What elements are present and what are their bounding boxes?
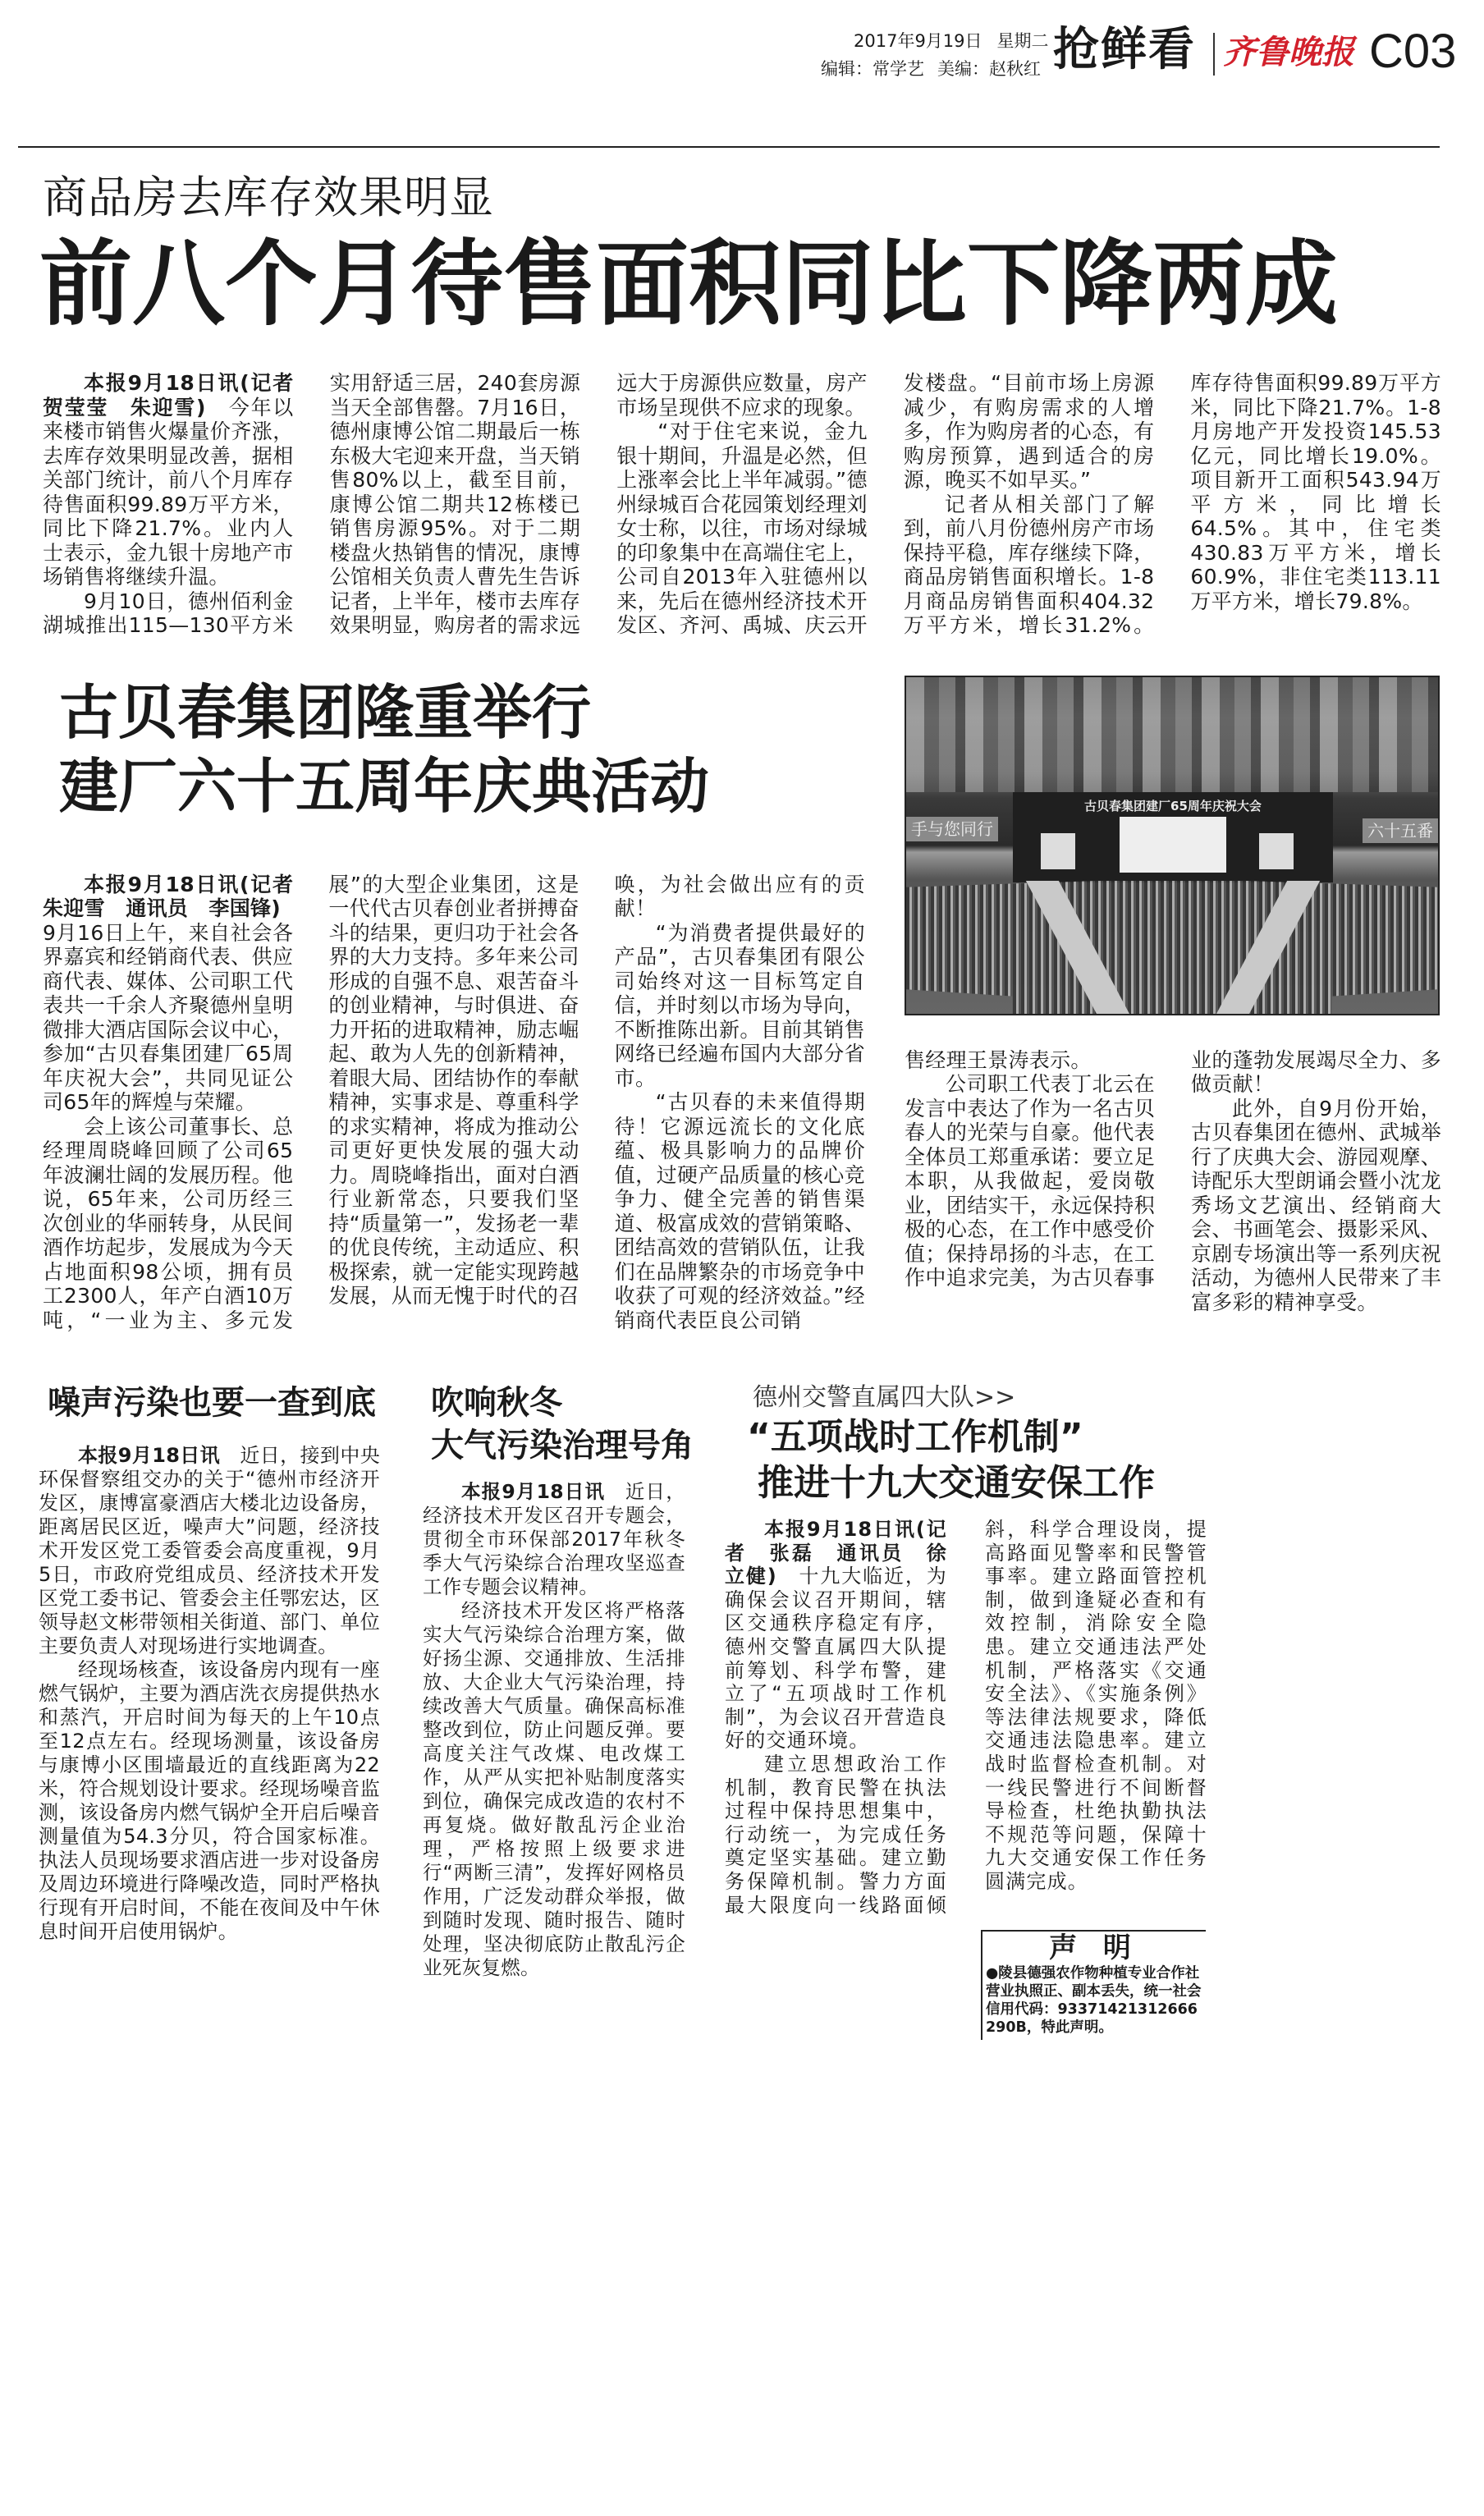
article4-headline-line1: 吹响秋冬 xyxy=(431,1384,562,1422)
photo-stage xyxy=(1013,792,1333,882)
article1-body xyxy=(43,371,1441,638)
paragraph: 本报9月18日讯 近日，接到中央环保督察组交办的关于“德州市经济开发区，康博富豪酒店大楼北边设备房，距离居民区近，噪声大”问题，经济技术开发区党工委管委会高度重视，9月5日，市政府党组成员、经济技术开发区党工委书记、管委会主任鄂宏达，区领导赵文彬带领相关街道、部门、单位主要负责人对现场进行实地调查。 xyxy=(39,1444,380,1657)
paragraph: 本报9月18日讯 近日，经济技术开发区召开专题会，贯彻全市环保部2017年秋冬季大气污染综合治理攻坚巡查工作专题会议精神。 xyxy=(423,1480,685,1598)
article4-headline-line2: 大气污染治理号角 xyxy=(431,1427,694,1464)
notice-box xyxy=(981,1930,1206,2040)
paragraph: 本报9月18日讯(记者 贺莹莹 朱迎雪) 今年以来楼市销售火爆量价齐涨，去库存效果明显改善，据相关部门统计，前八个月库存待售面积99.89万平方米，同比下降21.7%。业内人士表示，金九银十房地产市场销售将继续升温。 xyxy=(43,371,314,589)
issue-date: 2017年9月19日 xyxy=(854,31,982,51)
article2 xyxy=(43,676,1441,1333)
article2-headline-line1: 古贝春集团隆重举行 xyxy=(59,677,592,747)
paragraph: “古贝春的未来值得期待！它源远流长的文化底蕴、极具影响力的品牌价值，过硬产品质量的核心竞争力、健全完善的销售渠道、极富成效的营销策略、团结高效的营销队伍，让我们在品牌繁杂的市场竞争中收获了可观的经济效益。”经销商代表臣良公司销 xyxy=(614,1090,865,1332)
photo-main-screen xyxy=(1120,817,1226,873)
paragraph: 本报9月18日讯(记者 朱迎雪 通讯员 李国锋) 9月16日上午，来自社会各界嘉宾和经销商代表、供应商代表、媒体、公司职工代表共一千余人齐聚德州皇明微排大酒店国际会议中心，参加“古贝春集团建厂65周年庆祝大会”，共同见证公司65年的辉煌与荣耀。 xyxy=(43,872,314,1114)
photo-ceiling-flags xyxy=(906,677,1438,792)
dateline: 本报9月18日讯(记者 朱迎雪 通讯员 李国锋) xyxy=(43,872,314,920)
article5-headline-line2: 推进十九大交通安保工作 xyxy=(758,1462,1155,1504)
issue-weekday: 星期二 xyxy=(996,31,1049,51)
article2-body-left xyxy=(43,873,865,1333)
dateline: 本报9月18日讯(记者 张磊 通讯员 徐立健) xyxy=(725,1518,947,1588)
article3 xyxy=(39,1382,380,1944)
photo-left-banner: 手与您同行 xyxy=(906,817,998,841)
paragraph: 记者从相关部门了解到，前八月份德州房产市场保持平稳，库存继续下降，商品房销售面积增长。1-8月商品房销售面积404.32万平方米，增长31.2%。库存待售面积99.89万平方米，同比下降21.7%。1-8月房地产开发投资145.53亿元，同比增长19.0%。项目新开工面积543.94万平方米，同比增长64.5%。其中，住宅类430.83万平方米，增长60.9%，非住宅类113.11万平方米，增长79.8%。 xyxy=(903,371,1441,637)
article5-kicker: 德州交警直属四大队>> xyxy=(753,1383,1016,1412)
paragraph: 本报9月18日讯(记者 张磊 通讯员 徐立健) 十九大临近，为确保会议召开期间，辖区交通秩序稳定有序，德州交警直属四大队提前筹划、科学布警，建立了“五项战时工作机制”，为会议召开营造良好的交通环境。 xyxy=(725,1518,947,1753)
editor: 编辑：常学艺 xyxy=(821,59,924,79)
article2-right xyxy=(905,676,1441,1315)
dateline: 本报9月18日讯(记者 贺莹莹 朱迎雪) xyxy=(43,371,314,419)
paragraph: 售经理王景涛表示。 xyxy=(905,1047,1092,1072)
article5-body xyxy=(725,1518,1207,1917)
photo-side-screen xyxy=(1041,833,1075,869)
dateline: 本报9月18日讯 xyxy=(78,1444,221,1467)
paragraph: 经济技术开发区将严格落实大气污染综合治理方案，做好扬尘源、交通排放、生活排放、大企业大气污染治理，持续改善大气质量。确保高标准整改到位，防止问题反弹。要高度关注气改煤、电改煤工作，从严从实把补贴制度落实到位，确保完成改造的农村不再复烧。做好散乱污企业治理，严格按照上级要求进行“两断三清”，发挥好网格员作用，广泛发动群众举报，做到随时发现、随时报告、随时处理，坚决彻底防止散乱污企业死灰复燃。 xyxy=(423,1599,685,1979)
celebration-photo xyxy=(905,676,1440,1015)
article4-body xyxy=(423,1480,685,1980)
article3-body xyxy=(39,1444,380,1944)
article2-headline-line2: 建厂六十五周年庆典活动 xyxy=(59,751,710,821)
paragraph: 经现场核查，该设备房内现有一座燃气锅炉，主要为酒店洗衣房提供热水和蒸汽，开启时间为每天的上午10点至12点左右。经现场测量，该设备房与康博小区围墙最近的直线距离为22米，符合规划设计要求。经现场噪音监测，该设备房内燃气锅炉全开启后噪音测量值为54.3分贝，符合国家标准。执法人员现场要求酒店进一步对设备房及周边环境进行降噪改造，同时严格执行现有开启时间，不能在夜间及中午休息时间开启使用锅炉。 xyxy=(39,1658,380,1943)
page-number: C03 xyxy=(1369,25,1457,78)
article1-kicker: 商品房去库存效果明显 xyxy=(43,172,494,223)
article2-left xyxy=(43,676,865,1333)
paragraph: 此外，自9月份开始，古贝春集团在德州、武城举行了庆典大会、游园观摩、诗配乐大型朗诵会暨小沈龙秀场文艺演出、经销商大会、书画笔会、摄影采风、京剧专场演出等一系列庆祝活动，为德州人民带来了丰富多彩的精神享受。 xyxy=(1191,1096,1441,1314)
notice-text: ●陵县德强农作物种植专业合作社营业执照正、副本丢失，统一社会信用代码：93371421312666290B，特此声明。 xyxy=(986,1965,1202,2037)
article5 xyxy=(725,1382,1207,2040)
bottom-articles xyxy=(39,1382,1441,2040)
article1-headline: 前八个月待售面积同比下降两成 xyxy=(39,230,1338,338)
dateline: 本报9月18日讯 xyxy=(461,1480,606,1503)
section-title: 抢鲜看 xyxy=(1053,23,1196,76)
photo-right-banner: 六十五番 xyxy=(1363,818,1438,843)
photo-audience xyxy=(906,881,1438,1015)
paragraph: 公司职工代表丁北云在发言中表达了作为一名古贝春人的光荣与自豪。他代表全体员工郑重承诺：要立足本职，从我做起，爱岗敬业，团结实干，永远保持积极的心态，在工作中感受价值；保持昂扬的斗志，在工作中追求完美，为古贝春事业的蓬勃发展竭尽全力、多做贡献！ xyxy=(905,1047,1441,1290)
designer: 美编：赵秋红 xyxy=(937,59,1041,79)
article2-body-right xyxy=(905,1048,1441,1315)
photo-stage-banner: 古贝春集团建厂65周年庆祝大会 xyxy=(1084,798,1262,813)
paragraph: 建立思想政治工作机制，教育民警在执法过程中保持思想集中，行动统一，为完成任务奠定坚实基础。建立勤务保障机制。警力方面最大限度向一线路面倾斜，科学合理设岗，提高路面见警率和民警管事率。建立路面管控机制，做到逢疑必查和有效控制，消除安全隐患。建立交通违法严处机制，严格落实《交通安全法》、《实施条例》等法律法规要求，降低交通违法隐患率。建立战时监督检查机制。对一线民警进行不间断督导检查，杜绝执勤执法不规范等问题，保障十九大交通安保工作任务圆满完成。 xyxy=(725,1518,1207,1917)
article3-headline: 噪声污染也要一查到底 xyxy=(48,1384,376,1422)
notice-title: 声 明 xyxy=(1049,1932,1139,1965)
photo-side-screen xyxy=(1259,833,1294,869)
paragraph: “对于住宅来说，金九银十期间，升温是必然，但上涨率会比上半年减弱。”德州绿城百合花园策划经理刘女士称，以往，市场对绿城的印象集中在高端住宅上，公司自2013年入驻德州以来，先后在德州经济技术开发区、齐河、禹城、庆云开发楼盘。“目前市场上房源减少，有购房需求的人增多，作为购房者的心态，有购房预算，遇到适合的房源，晚买不如早买。” xyxy=(616,371,1155,637)
paragraph: 会上该公司董事长、总经理周晓峰回顾了公司65年波澜壮阔的发展历程。他说，65年来，公司历经三次创业的华丽转身，从民间酒作坊起步，发展成为今天占地面积98公顷，拥有员工2300人，年产白酒10万吨，“一业为主、多元发展”的大型企业集团，这是一代代古贝春创业者拼搏奋斗的结果，更归功于社会各界的大力支持。多年来公司形成的自强不息、艰苦奋斗的创业精神，与时俱进、奋力开拓的进取精神，励志崛起、敢为人先的创新精神，着眼大局、团结协作的奉献精神，实事求是、尊重科学的求实精神，将成为推动公司更好更快发展的强大动力。周晓峰指出，面对白酒行业新常态，只要我们坚持“质量第一”，发扬老一辈的优良传统，主动适应、积极探索，就一定能实现跨越发展，从而无愧于时代的召唤，为社会做出应有的贡献！ xyxy=(43,872,865,1332)
article5-headline-line1: “五项战时工作机制” xyxy=(747,1416,1083,1458)
article4 xyxy=(423,1382,694,1980)
newspaper-logo: 齐鲁晚报 xyxy=(1223,33,1354,71)
paragraph: 9月10日，德州佰利金湖城推出115—130平方米实用舒适三居，240套房源当天全部售罄。7月16日，德州康博公馆二期最后一栋东极大宅迎来开盘，当天销售80%以上，截至目前，康博公馆二期共12栋楼已销售房源95%。对于二期楼盘火热销售的情况，康博公馆相关负责人曹先生告诉记者，上半年，楼市去库存效果明显，购房者的需求远远大于房源供应数量，房产市场呈现供不应求的现象。 xyxy=(43,371,868,637)
paragraph: “为消费者提供最好的产品”，古贝春集团有限公司始终对这一目标笃定自信，并时刻以市场为导向，不断推陈出新。目前其销售网络已经遍布国内大部分省市。 xyxy=(614,920,865,1090)
